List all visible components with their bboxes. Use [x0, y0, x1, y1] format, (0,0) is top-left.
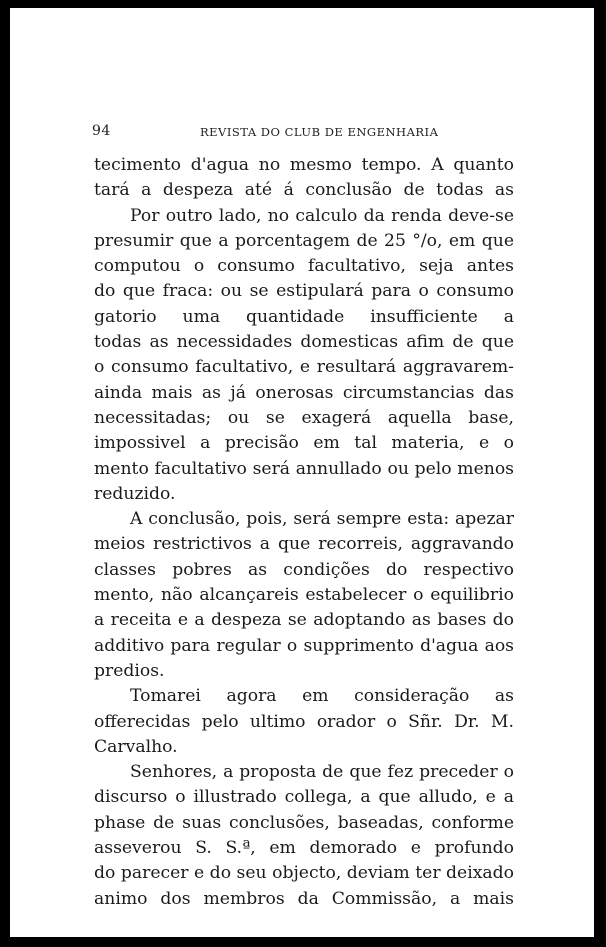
scan-border [594, 0, 606, 947]
text-line: necessitadas; ou se exagerá aquella base, [94, 407, 514, 428]
text-line: Por outro lado, no calculo da renda deve-se [130, 205, 514, 226]
text-line: predios. [94, 660, 165, 681]
text-line: tecimento d'agua no mesmo tempo. A quanto [94, 155, 514, 175]
text-line: classes pobres as condições do respectivo [94, 559, 514, 580]
text-line: mento, não alcançareis estabelecer o equilibrio [94, 585, 514, 606]
text-line: asseverou S. S.ª, em demorado e profundo [94, 838, 514, 859]
text-line: reduzido. [94, 483, 176, 504]
text-line: a receita e a despeza se adoptando as bases do [94, 610, 514, 631]
text-line: offerecidas pelo ultimo orador o Sñr. Dr. M. [94, 711, 514, 732]
text-line: Senhores, a proposta de que fez preceder o [130, 762, 514, 783]
text-line: computou o consumo facultativo, seja antes [94, 256, 514, 277]
scanned-page [10, 8, 594, 937]
text-line: additivo para regular o supprimento d'agua aos [94, 635, 514, 656]
text-line: tará a despeza até á conclusão de todas as [94, 180, 514, 201]
text-line: do que fraca: ou se estipulará para o consumo [94, 281, 514, 302]
text-line: meios restrictivos a que recorreis, aggravando [94, 534, 514, 555]
text-line: mento facultativo será annullado ou pelo menos [94, 458, 514, 479]
page-number: 94 [92, 123, 111, 139]
text-line: Tomarei agora em consideração as [130, 686, 514, 707]
text-line: presumir que a porcentagem de 25 °/o, em que [94, 230, 514, 251]
text-line: gatorio uma quantidade insufficiente a [94, 306, 514, 327]
text-line: do parecer e do seu objecto, deviam ter deixado [94, 863, 514, 884]
text-line: todas as necessidades domesticas afim de que [94, 332, 514, 353]
text-line: impossivel a precisão em tal materia, e o [94, 433, 514, 454]
text-line: A conclusão, pois, será sempre esta: apezar [130, 509, 514, 530]
text-line: phase de suas conclusões, baseadas, conforme [94, 812, 514, 833]
text-line: animo dos membros da Commissão, a mais [94, 888, 514, 909]
running-title: REVISTA DO CLUB DE ENGENHARIA [200, 125, 439, 139]
body-text [94, 153, 514, 912]
text-line: discurso o illustrado collega, a que alludo, e a [94, 787, 514, 808]
text-line: ainda mais as já onerosas circumstancias das [94, 382, 514, 403]
text-line: Carvalho. [94, 736, 178, 757]
text-line: o consumo facultativo, e resultará aggravarem- [94, 357, 514, 378]
